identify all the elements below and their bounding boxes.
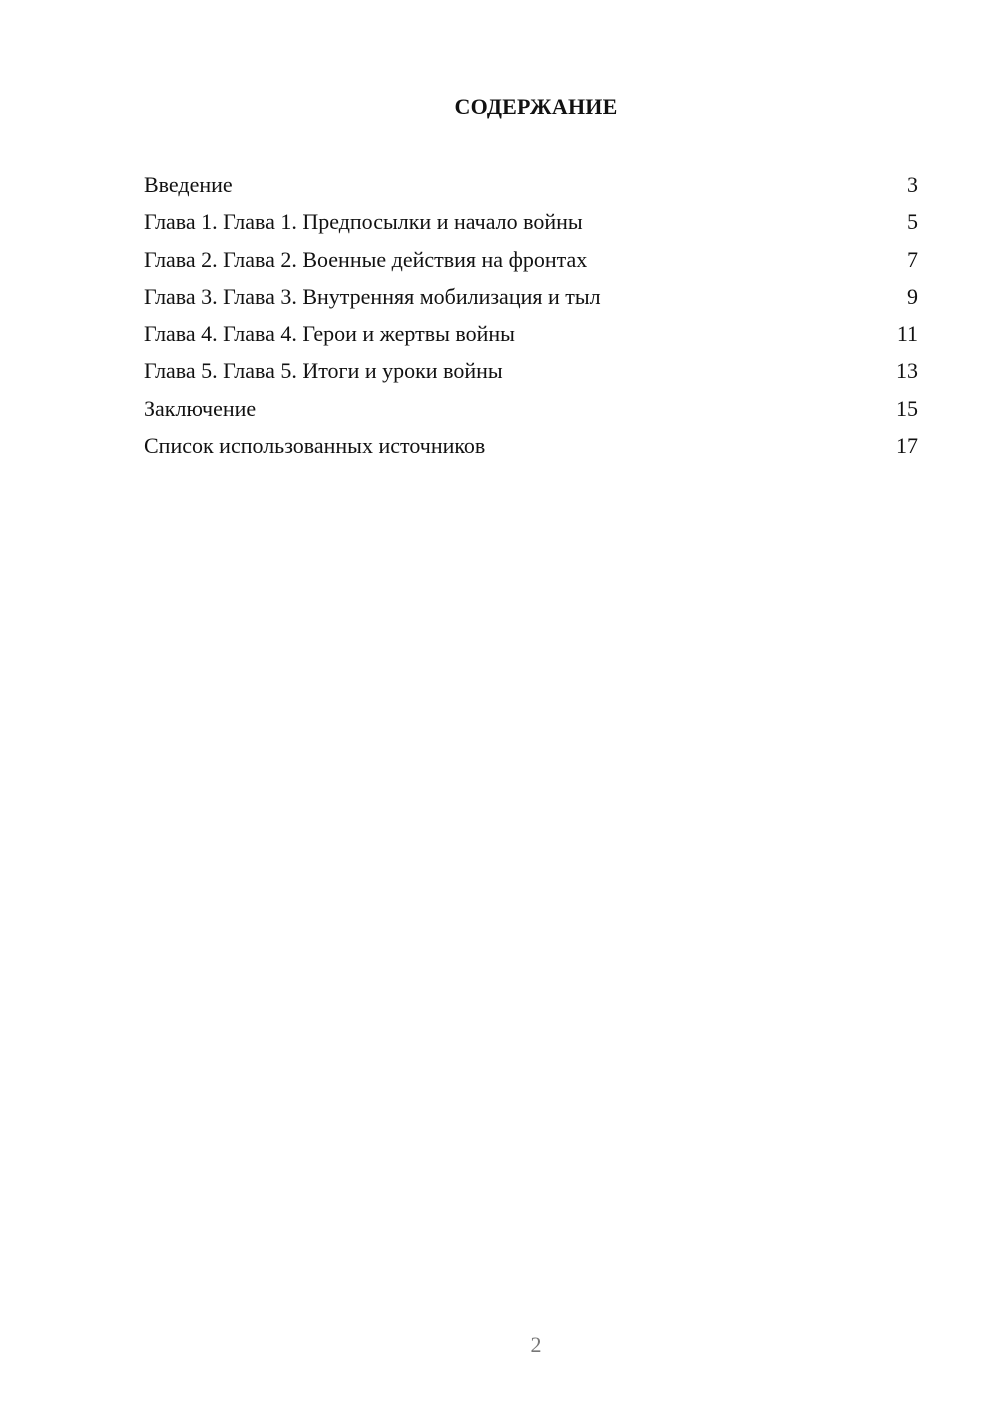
toc-entry-chapter-3[interactable]: [144, 280, 918, 317]
toc-entry-label: Глава 1. Глава 1. Предпосылки и начало войны: [144, 209, 583, 235]
toc-entry-label: Глава 5. Глава 5. Итоги и уроки войны: [144, 358, 503, 384]
toc-entry-conclusion[interactable]: [144, 392, 918, 429]
toc-entry-page-number: 17: [896, 433, 918, 459]
page-number: 2: [530, 1332, 542, 1357]
toc-entry-page-number: 15: [896, 395, 918, 421]
toc-entry-page-number: 7: [907, 246, 918, 272]
toc-entry-chapter-1[interactable]: [144, 205, 918, 242]
toc-entry-label: Список использованных источников: [144, 433, 486, 459]
toc-entry-chapter-5[interactable]: [144, 354, 918, 391]
toc-entry-page-number: 5: [907, 209, 918, 235]
page-title: СОДЕРЖАНИЕ: [454, 94, 618, 119]
toc-entry-label: Глава 4. Глава 4. Герои и жертвы войны: [144, 321, 515, 347]
toc-entry-label: Введение: [144, 172, 233, 197]
toc-entry-chapter-4[interactable]: [144, 317, 918, 354]
toc-entry-page-number: 11: [896, 321, 918, 347]
toc-entry-chapter-2[interactable]: [144, 243, 918, 280]
toc-entry-label: Глава 2. Глава 2. Военные действия на фронтах: [144, 246, 588, 272]
toc-entry-label: Заключение: [144, 395, 257, 421]
toc-entry-page-number: 3: [907, 172, 918, 197]
table-of-contents: [144, 168, 918, 466]
toc-entry-label: Глава 3. Глава 3. Внутренняя мобилизация и тыл: [144, 283, 601, 309]
toc-entry-references[interactable]: [144, 429, 918, 466]
toc-entry-page-number: 13: [896, 358, 918, 384]
toc-entry-page-number: 9: [907, 283, 918, 309]
toc-entry-introduction[interactable]: [144, 168, 918, 205]
